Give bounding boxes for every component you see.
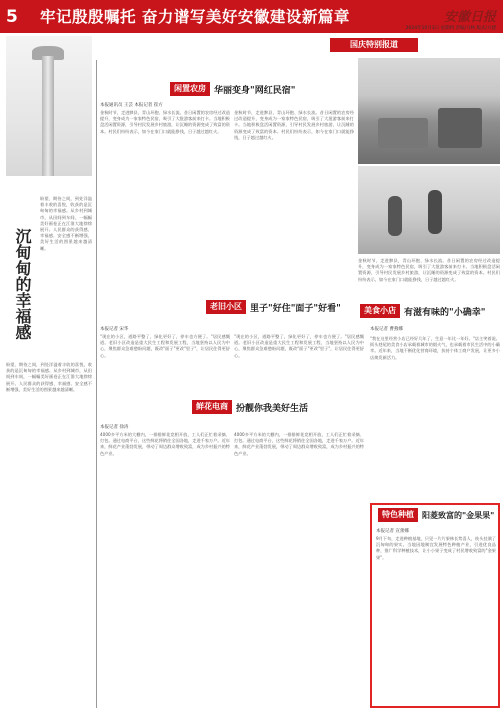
- article-text: 9月下旬，走进种植基地，只见一片片果林长势喜人，枝头挂满了沉甸甸的果实。当地因地制宜发展特色种植产业，引进优良品种，推广科学种植技术，让小小果子变成了村民增收致富的"金果果"。: [376, 536, 496, 560]
- section-header-snack-shop: [360, 304, 485, 318]
- monument-column: [42, 56, 54, 176]
- byline: 本报记者 曹燕娜: [370, 327, 403, 332]
- byline: 本报记者 徐涛: [100, 425, 129, 430]
- article-text-cont: 金秋时节，走进黟县，青山环抱、绿水长流。昔日闲置的农房经过改造提升，变身成为一家家特色民宿，吸引了大批游客前来打卡。当地积极盘活闲置资源，引导村民发展乡村旅游，让沉睡的资源变成了致富的资本。村民们纷纷表示，如今在家门口就能挣钱，日子越过越红火。: [358, 258, 500, 282]
- left-column-text: 盼望、期待之间，到处洋溢着丰收的喜悦，收获的是沉甸甸的幸福感。从乡村到城市，从田间到车间，一幅幅美好画卷正在江淮大地徐徐展开。人民群众的获得感、幸福感、安全感不断增强，美好生活的图景越来越清晰。: [40, 196, 92, 251]
- section-header-specialty-planting: [378, 508, 494, 522]
- section-title: 扮靓你我美好生活: [236, 403, 309, 414]
- section-tag: 闲置农房: [170, 82, 210, 96]
- byline: 本报记者 宋华: [100, 327, 129, 332]
- village-photo: [358, 58, 500, 164]
- vertical-headline: 沉甸甸的幸福感: [13, 228, 32, 340]
- section-title: 里子"好住"面子"好看": [250, 303, 341, 314]
- section-title: 阳菱致富的"金果果": [422, 509, 495, 520]
- section-title: 华丽变身"网红民宿": [214, 85, 296, 96]
- monument-photo: [6, 36, 92, 176]
- column-divider: [96, 60, 97, 708]
- child-figure: [428, 190, 442, 234]
- newspaper-logo: 安徽日报: [443, 10, 496, 25]
- section-header-rural-homestay: [170, 82, 295, 96]
- section-tag: 老旧小区: [206, 300, 246, 314]
- special-report-banner: 国庆特别报道: [330, 38, 418, 52]
- article-text: "现在的小区，道路平整了，绿化更好了，停车也方便了。"居民感慨道。老旧小区改造是重大民生工程和发展工程，当地坚持以人民为中心，聚焦群众急难愁盼问题，既改"面子"更改"里子"，让居民住得更舒心。: [100, 334, 230, 358]
- page-headline: 牢记殷殷嘱托 奋力谱写美好安徽建设新篇章: [40, 7, 350, 26]
- house-shape: [378, 118, 428, 148]
- article-text-cont: 金秋时节，走进黟县，青山环抱、绿水长流。昔日闲置的农房经过改造提升，变身成为一家家特色民宿，吸引了大批游客前来打卡。当地积极盘活闲置资源，引导村民发展乡村旅游，让沉睡的资源变成了致富的资本。村民们纷纷表示，如今在家门口就能挣钱，日子越过越红火。: [234, 110, 354, 140]
- byline: 本报通讯员 王芸 本报记者 崔方: [100, 103, 163, 108]
- article-text: 4000多平方米的大棚内，一排排鲜花竞相开放，工人们正忙着采摘、打包。通过电商平台，这些鲜花将销往全国各地，走进千家万户。近年来，鲜花产业蓬勃发展，带动了周边群众增收致富，成为乡村振兴的特色产业。: [100, 432, 230, 456]
- article-text-cont: 4000多平方米的大棚内，一排排鲜花竞相开放，工人们正忙着采摘、打包。通过电商平台，这些鲜花将销往全国各地，走进千家万户。近年来，鲜花产业蓬勃发展，带动了周边群众增收致富，成为乡村振兴的特色产业。: [234, 432, 364, 456]
- section-header-old-community: [206, 300, 341, 314]
- article-text-cont: "现在的小区，道路平整了，绿化更好了，停车也方便了。"居民感慨道。老旧小区改造是重大民生工程和发展工程，当地坚持以人民为中心，聚焦群众急难愁盼问题，既改"面子"更改"里子"，让居民住得更舒心。: [234, 334, 364, 358]
- children-photo: [358, 166, 500, 254]
- article-text: 金秋时节，走进黟县，青山环抱、绿水长流。昔日闲置的农房经过改造提升，变身成为一家家特色民宿，吸引了大批游客前来打卡。当地积极盘活闲置资源，引导村民发展乡村旅游，让沉睡的资源变成了致富的资本。村民们纷纷表示，如今在家门口就能挣钱，日子越过越红火。: [100, 110, 230, 134]
- section-tag: 美食小店: [360, 304, 400, 318]
- dateline: 2024年10月3日 星期四 责编/马林 版式/方建: [405, 26, 496, 31]
- section-title: 有滋有味的"小确幸": [404, 307, 486, 318]
- left-column-text-lower: 盼望、期待之间，到处洋溢着丰收的喜悦，收获的是沉甸甸的幸福感。从乡村到城市，从田间到车间，一幅幅美好画卷正在江淮大地徐徐展开。人民群众的获得感、幸福感、安全感不断增强，美好生活的图景越来越清晰。: [6, 362, 92, 392]
- child-figure: [388, 196, 402, 236]
- house-shape: [438, 108, 482, 148]
- section-tag: 鲜花电商: [192, 400, 232, 414]
- section-tag: 特色种植: [378, 508, 418, 522]
- byline: 本报记者 宣蕾娜: [376, 529, 409, 534]
- article-text: "我在这里经营小店已经好几年了，生意一年比一年好。"店主笑着说。街头巷尾的美食小店承载着城市的烟火气，也承载着市民生活中的小确幸。近年来，当地不断优化营商环境，扶持个体工商户发展，让更多小店焕发新活力。: [370, 336, 500, 360]
- section-header-flower-ecommerce: [192, 400, 308, 414]
- page-number: 5: [6, 7, 18, 27]
